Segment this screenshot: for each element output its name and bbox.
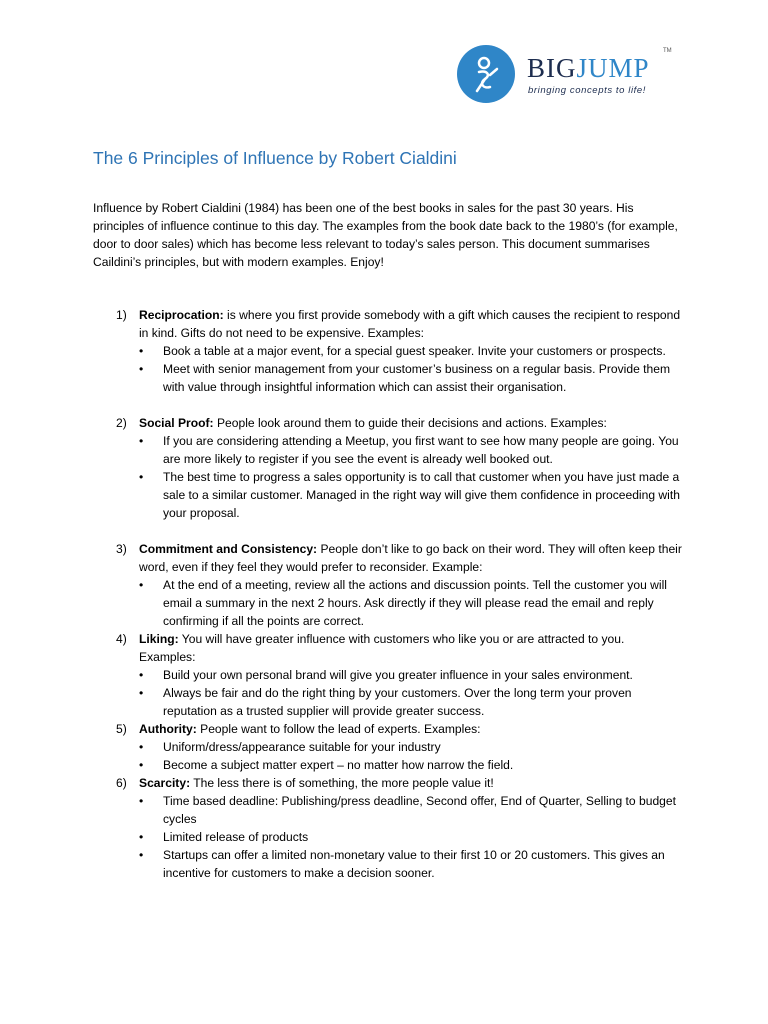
example-list [139, 342, 683, 396]
bullet-icon: • [139, 686, 144, 700]
example-text: Meet with senior management from your customer’s business on a regular basis. Provide them with value through insightful information which can assist their organisation. [163, 362, 671, 394]
example-item [139, 342, 683, 360]
principle-label: Reciprocation: [139, 308, 224, 322]
logo-tagline: bringing concepts to life! [528, 85, 647, 96]
bullet-icon: • [139, 578, 144, 592]
example-list [139, 792, 683, 882]
example-text: Limited release of products [163, 830, 309, 844]
bullet-icon: • [139, 830, 144, 844]
example-list [139, 576, 683, 630]
principle-label: Liking: [139, 632, 179, 646]
example-text: The best time to progress a sales opportunity is to call that customer when you have just made a sale to a similar customer. Managed in the right way will give them confidence in proceeding with your proposal. [163, 470, 680, 520]
bullet-icon: • [139, 434, 144, 448]
principle-label: Authority: [139, 722, 197, 736]
example-item [139, 684, 683, 720]
principle-text: People don’t like to go back on their word. They will often keep their word, even if they feel they would prefer to reconsider. Example: [139, 542, 682, 574]
principle-number: 4) [116, 632, 127, 646]
example-item [139, 846, 683, 882]
logo-wordmark-jump: JUMP [576, 53, 650, 83]
principle-number: 5) [116, 722, 127, 736]
principle-text: People look around them to guide their decisions and actions. Examples: [213, 416, 607, 430]
intro-paragraph: Influence by Robert Cialdini (1984) has been one of the best books in sales for the past 30 years. His principles of influence continue to this day. The examples from the book date back to the 1980’s (for example, door to door sales) which has become less relevant to today’s sales person. This document summarises Caildini’s principles, but with modern examples. Enjoy! [93, 201, 678, 269]
principle-commitment [93, 540, 683, 630]
logo-figure-icon [457, 45, 515, 103]
principle-label: Social Proof: [139, 416, 214, 430]
example-item [139, 828, 683, 846]
logo-trademark: TM [663, 48, 672, 54]
example-item [139, 468, 683, 522]
example-text: Uniform/dress/appearance suitable for your industry [163, 740, 441, 754]
principle-text: The less there is of something, the more people value it! [190, 776, 494, 790]
example-list [139, 738, 683, 774]
principle-label: Commitment and Consistency: [139, 542, 318, 556]
bullet-icon: • [139, 470, 144, 484]
example-text: At the end of a meeting, review all the actions and discussion points. Tell the customer you will email a summary in the next 2 hours. Ask directly if they will please read the email and reply confirming if all the points are correct. [163, 578, 667, 628]
principle-text: is where you first provide somebody with a gift which causes the recipient to respond in kind. Gifts do not need to be expensive. Examples: [139, 308, 681, 340]
principle-text: You will have greater influence with customers who like you or are attracted to you. Examples: [139, 632, 625, 664]
bullet-icon: • [139, 794, 144, 808]
example-text: Startups can offer a limited non-monetary value to their first 10 or 20 customers. This gives an incentive for customers to make a decision sooner. [163, 848, 665, 880]
logo-wordmark [527, 53, 650, 83]
bullet-icon: • [139, 668, 144, 682]
principle-authority [93, 720, 683, 774]
principle-text: People want to follow the lead of experts. Examples: [196, 722, 481, 736]
example-item [139, 576, 683, 630]
example-text: Always be fair and do the right thing by your customers. Over the long term your proven reputation as a trusted supplier will provide greater success. [163, 686, 632, 718]
principle-liking [93, 630, 683, 720]
principle-number: 2) [116, 416, 127, 430]
example-text: Build your own personal brand will give you greater influence in your sales environment. [163, 668, 633, 682]
principles-list [93, 306, 683, 882]
example-item [139, 738, 683, 756]
principle-social-proof [93, 414, 683, 522]
principle-scarcity [93, 774, 683, 882]
example-text: Become a subject matter expert – no matter how narrow the field. [163, 758, 514, 772]
example-list [139, 432, 683, 522]
example-text: Book a table at a major event, for a special guest speaker. Invite your customers or prospects. [163, 344, 666, 358]
bullet-icon: • [139, 362, 144, 376]
principle-number: 3) [116, 542, 127, 556]
bigjump-logo [457, 45, 677, 105]
page-title: The 6 Principles of Influence by Robert Cialdini [93, 148, 457, 168]
bullet-icon: • [139, 758, 144, 772]
example-text: If you are considering attending a Meetup, you first want to see how many people are going. You are more likely to register if you see the event is already well booked out. [163, 434, 679, 466]
principle-reciprocation [93, 306, 683, 396]
principle-number: 1) [116, 308, 127, 322]
example-list [139, 666, 683, 720]
bullet-icon: • [139, 740, 144, 754]
example-item [139, 792, 683, 828]
principle-number: 6) [116, 776, 127, 790]
example-item [139, 666, 683, 684]
logo-wordmark-big: BIG [527, 53, 577, 83]
example-item [139, 432, 683, 468]
bullet-icon: • [139, 344, 144, 358]
example-text: Time based deadline: Publishing/press deadline, Second offer, End of Quarter, Selling to budget cycles [163, 794, 676, 826]
example-item [139, 756, 683, 774]
example-item [139, 360, 683, 396]
principle-label: Scarcity: [139, 776, 191, 790]
bullet-icon: • [139, 848, 144, 862]
